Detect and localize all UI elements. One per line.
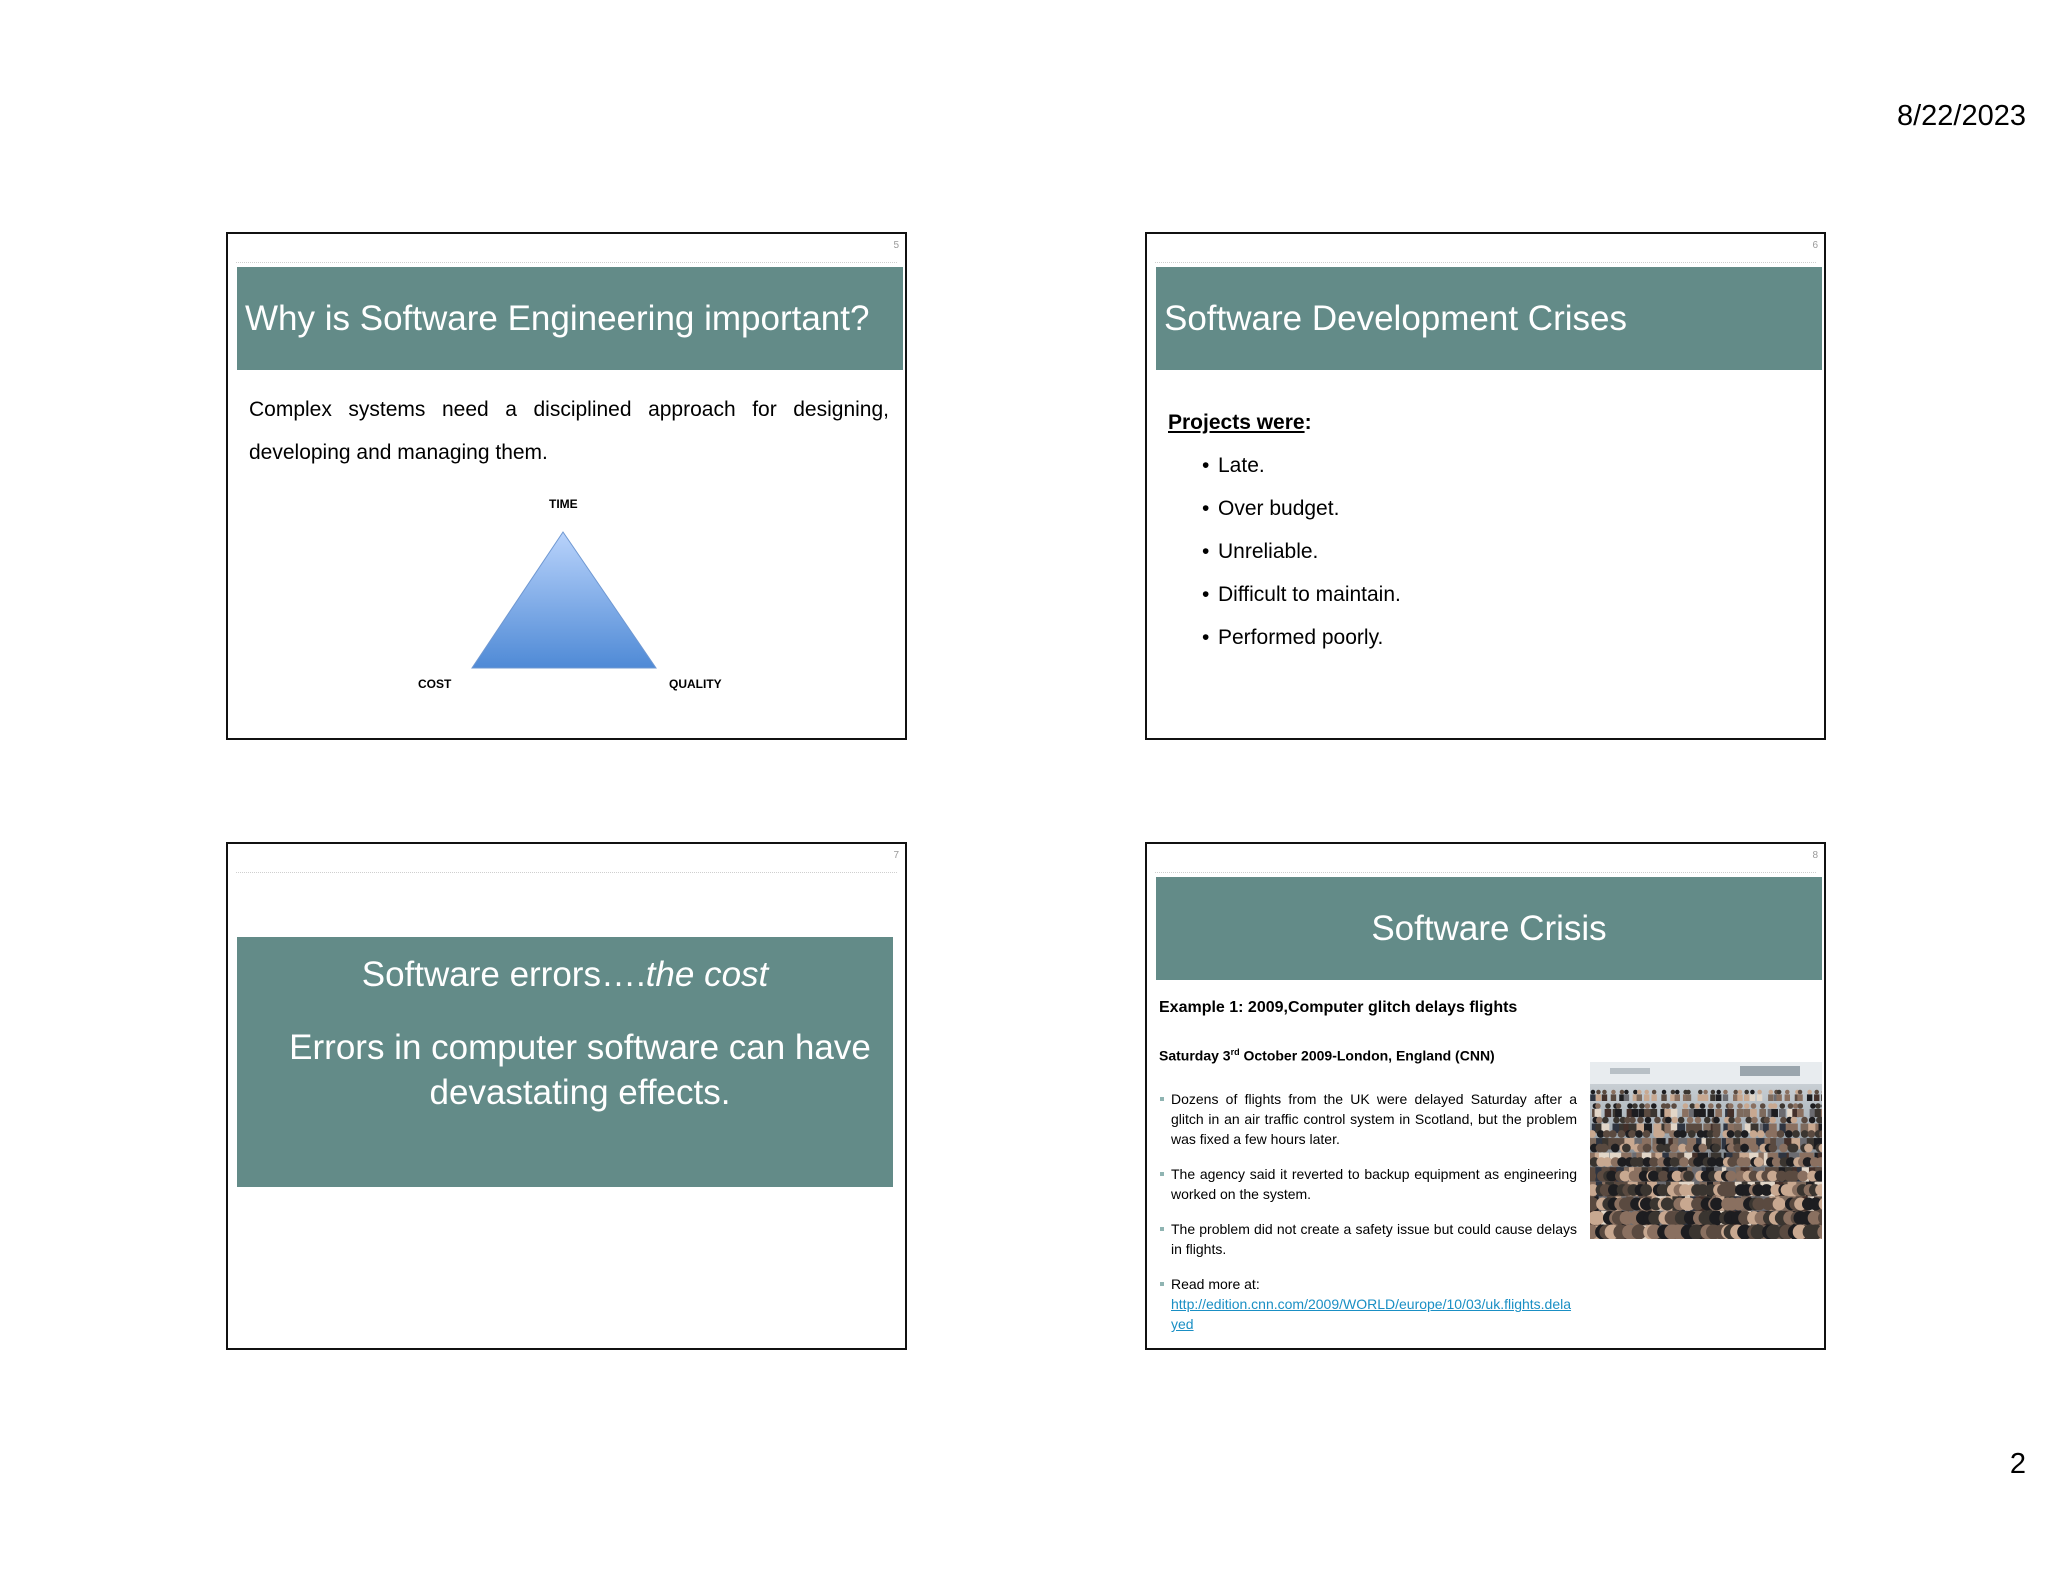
- projects-heading: Projects were:: [1168, 411, 1312, 434]
- slide-number: 8: [1812, 850, 1818, 861]
- slide-5: [226, 232, 907, 740]
- slide-number: 6: [1812, 240, 1818, 251]
- list-item: The problem did not create a safety issue but could cause delays in flights.: [1159, 1219, 1577, 1259]
- slide-number: 7: [893, 850, 899, 861]
- list-item: [1159, 1274, 1577, 1334]
- errors-heading: Software errors….the cost: [361, 955, 769, 994]
- slide-7: [226, 842, 907, 1350]
- list-item: The agency said it reverted to backup equipment as engineering worked on the system.: [1159, 1164, 1577, 1204]
- list-item: Dozens of flights from the UK were delayed Saturday after a glitch in an air traffic control system in Scotland, but the problem was fixed a few hours later.: [1159, 1089, 1577, 1149]
- read-more-link[interactable]: http://edition.cnn.com/2009/WORLD/europe/10/03/uk.flights.delayed: [1171, 1296, 1572, 1332]
- slide-divider: [1155, 262, 1816, 263]
- slide-divider: [1155, 872, 1816, 873]
- slide-8: [1145, 842, 1826, 1350]
- slide-number: 5: [893, 240, 899, 251]
- slide-title: Software Development Crises: [1156, 267, 1822, 370]
- airport-crowd-photo: [1590, 1062, 1822, 1239]
- list-item: • Late.: [1202, 454, 1265, 477]
- crisis-list: [1202, 449, 1401, 664]
- news-bullets: [1159, 1089, 1577, 1349]
- crowd-photo-illustration: [1590, 1062, 1822, 1239]
- triangle-label-time: TIME: [549, 497, 578, 511]
- slide-body-text: Complex systems need a disciplined approach for designing, developing and managing them.: [249, 398, 889, 464]
- page-date: 8/22/2023: [1896, 100, 2026, 132]
- slide-divider: [236, 872, 897, 873]
- slide-title: Software Crisis: [1156, 877, 1822, 980]
- triangle-label-quality: QUALITY: [669, 677, 722, 691]
- slide-divider: [236, 262, 897, 263]
- list-item: • Performed poorly.: [1202, 626, 1384, 649]
- list-item: • Unreliable.: [1202, 540, 1319, 563]
- errors-statement: Errors in computer software can have devastating effects.: [289, 1028, 871, 1112]
- read-more-label: Read more at:: [1171, 1276, 1260, 1292]
- list-item: • Over budget.: [1202, 497, 1340, 520]
- example-heading: Example 1: 2009,Computer glitch delays flights: [1159, 999, 1518, 1016]
- time-cost-quality-triangle: [468, 524, 668, 674]
- dateline: Saturday 3rd October 2009-London, England (CNN): [1159, 1047, 1495, 1064]
- software-errors-box: [237, 937, 893, 1187]
- triangle-label-cost: COST: [418, 677, 452, 691]
- slide-6: [1145, 232, 1826, 740]
- slide-title: Why is Software Engineering important?: [237, 267, 903, 370]
- page-number: 2: [2009, 1448, 2026, 1480]
- list-item: • Difficult to maintain.: [1202, 583, 1401, 606]
